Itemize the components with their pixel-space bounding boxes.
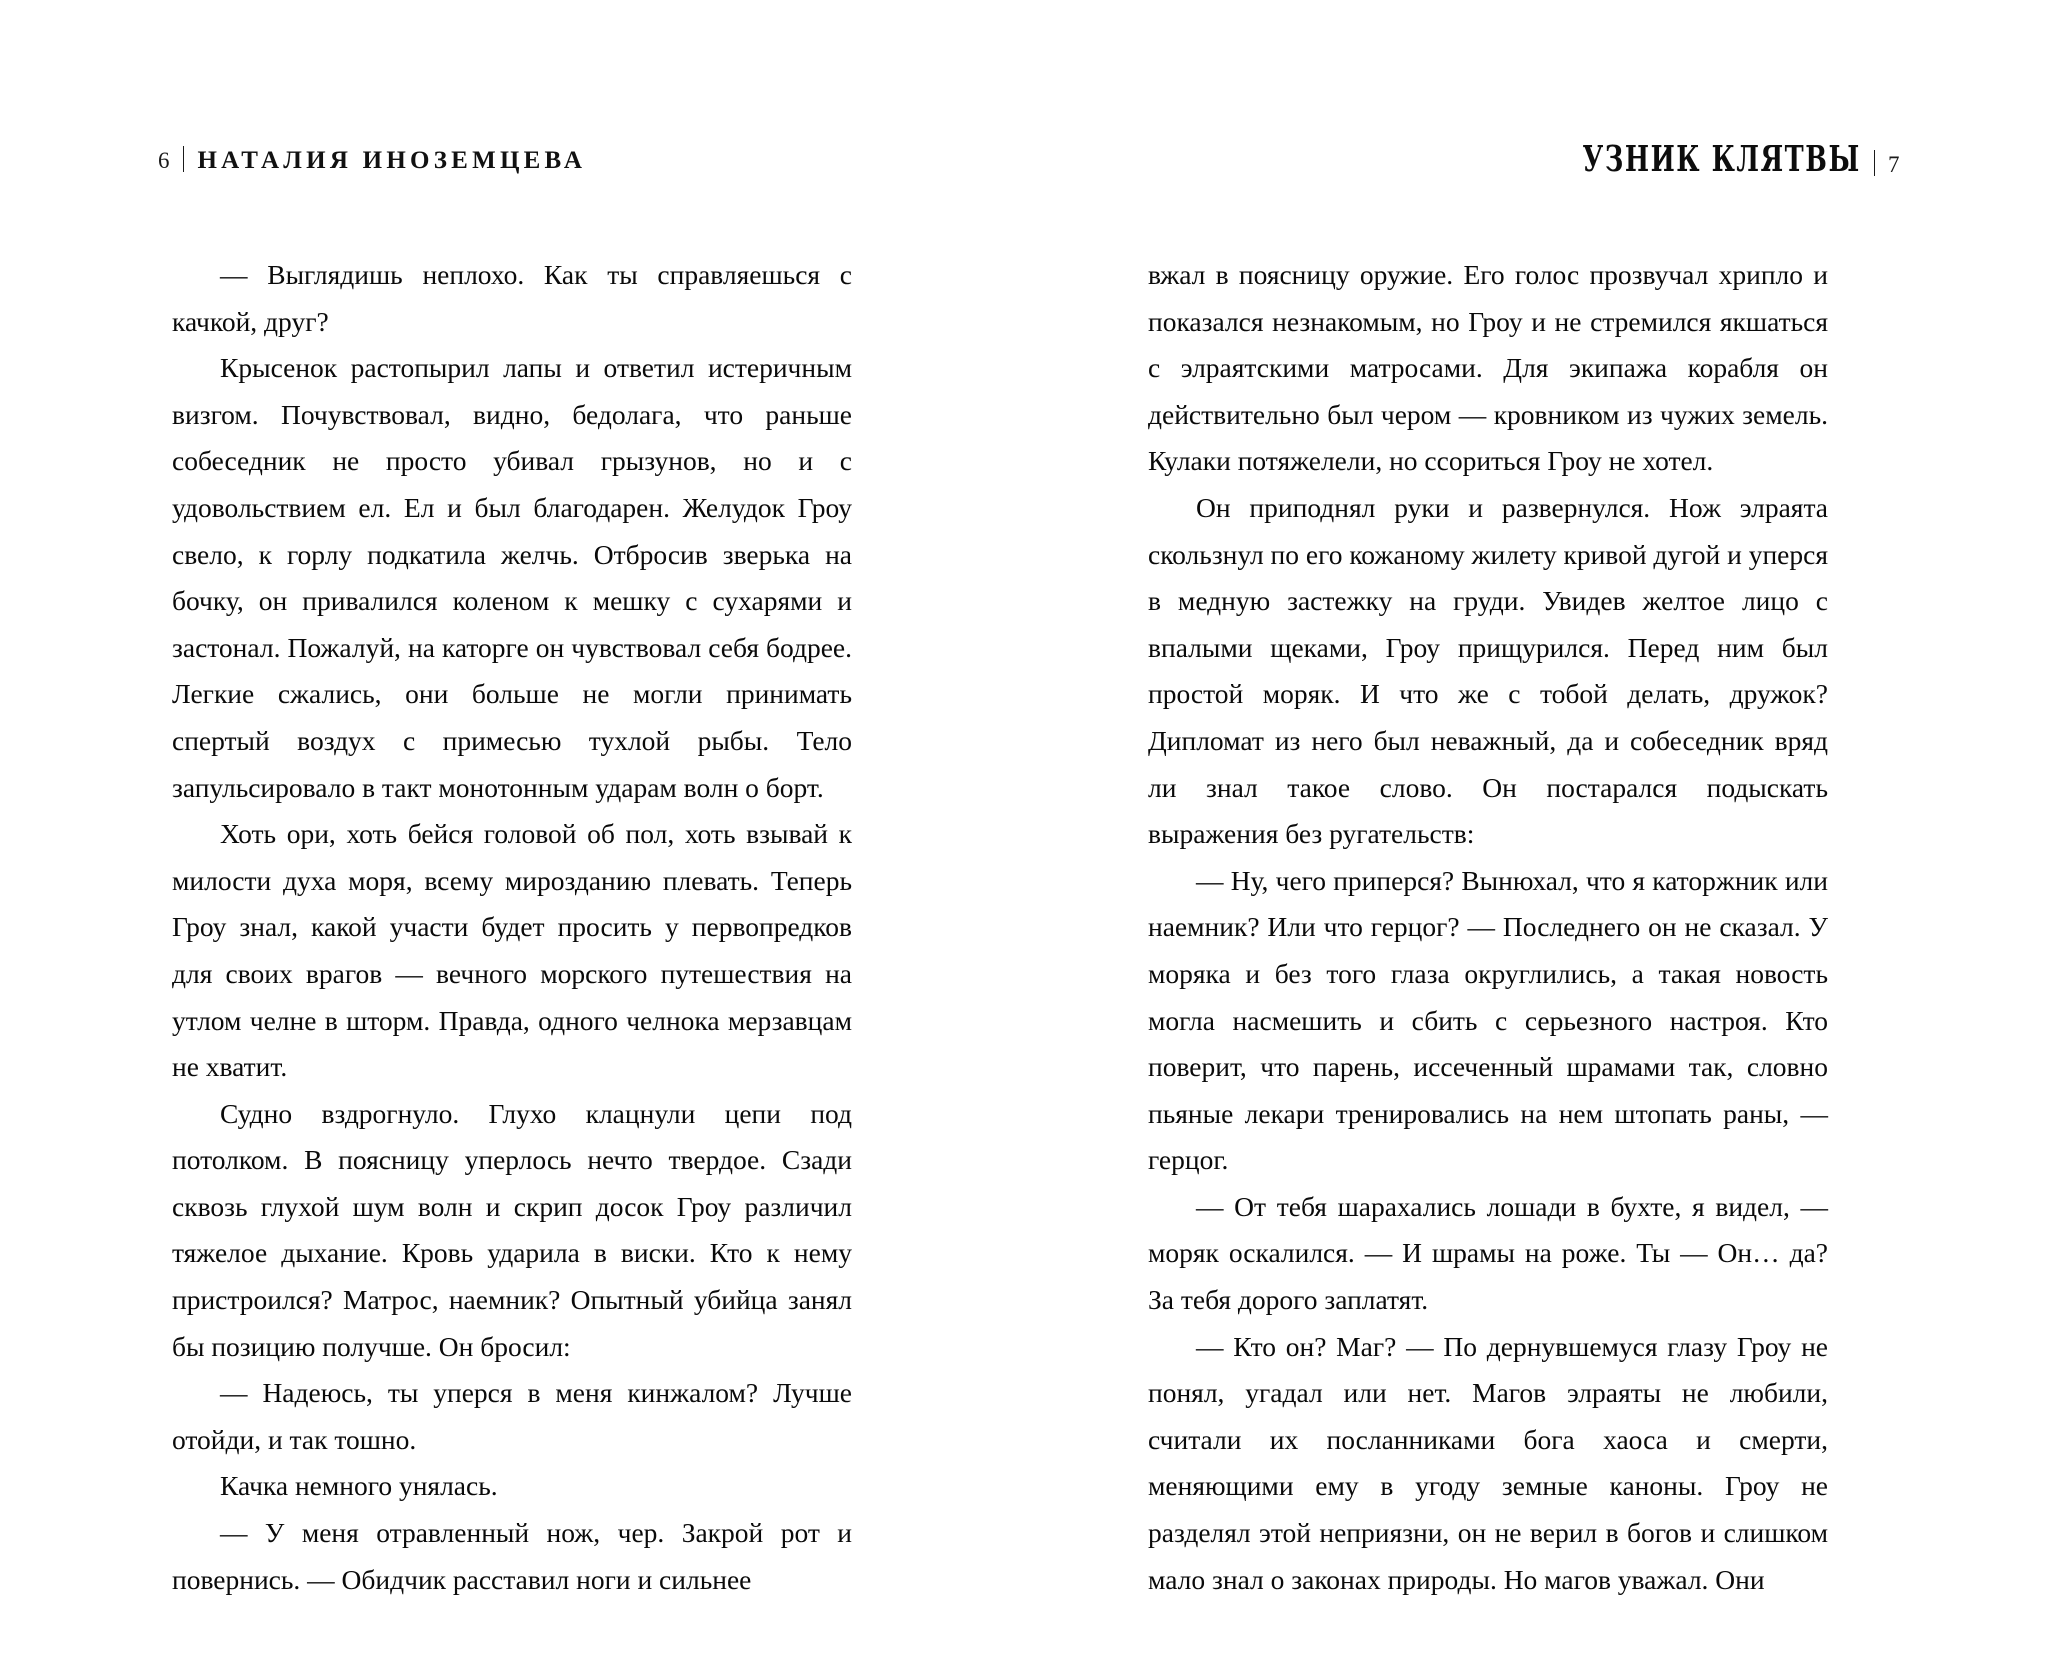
- running-head-right: [1513, 137, 1900, 180]
- folio-left: 6: [158, 148, 170, 173]
- paragraph: Хоть ори, хоть бейся головой об пол, хоть взывай к милости духа моря, всему мирозданию плевать. Теперь Гроу знал, какой участи будет просить у первопредков для своих врагов — вечного морского путешествия на утлом челне в шторм. Правда, одного челнока мерзавцам не хватит.: [172, 818, 852, 1083]
- paragraph: вжал в поясницу оружие. Его голос прозвучал хрипло и показался незнакомым, но Гроу и не стремился якшаться с элраятскими матросами. Для экипажа корабля он действительно был чером — кровником из чужих земель. Кулаки потяжелели, но ссориться Гроу не хотел.: [1148, 259, 1828, 477]
- paragraph: — Надеюсь, ты уперся в меня кинжалом? Лучше отойди, и так тошно.: [172, 1377, 852, 1455]
- paragraph: — Ну, чего приперся? Вынюхал, что я каторжник или наемник? Или что герцог? — Последнего он не сказал. У моряка и без того глаза округлились, а такая новость могла насмешить и сбить с серьезного настроя. Кто поверит, что парень, иссеченный шрамами так, словно пьяные лекари тренировались на нем штопать раны, — герцог.: [1148, 864, 1828, 1176]
- book-title: УЗНИК КЛЯТВЫ: [1582, 137, 1861, 180]
- body-text-left-page: [172, 252, 852, 1603]
- paragraph: — От тебя шарахались лошади в бухте, я видел, — моряк оскалился. — И шрамы на роже. Ты — Он… да? За тебя дорого заплатят.: [1148, 1190, 1828, 1316]
- head-rule-right-icon: [1874, 150, 1876, 176]
- paragraph: — Выглядишь неплохо. Как ты справляешься с качкой, друг?: [172, 259, 852, 337]
- folio-right: 7: [1888, 152, 1900, 177]
- body-text-right-page: [1148, 252, 1828, 1603]
- paragraph: Крысенок растопырил лапы и ответил истеричным визгом. Почувствовал, видно, бедолага, что раньше собеседник не просто убивал грызунов, но и с удовольствием ел. Ел и был благодарен. Желудок Гроу свело, к горлу подкатила желчь. Отбросив зверька на бочку, он привалился коленом к мешку с сухарями и застонал. Пожалуй, на каторге он чувствовал себя бодрее. Легкие сжались, они больше не могли принимать спертый воздух с примесью тухлой рыбы. Тело запульсировало в такт монотонным ударам волн о борт.: [172, 352, 852, 803]
- head-rule-left-icon: [183, 146, 185, 172]
- paragraph: — Кто он? Маг? — По дернувшемуся глазу Гроу не понял, угадал или нет. Магов элраяты не любили, считали их посланниками бога хаоса и смерти, меняющими ему в угоду земные каноны. Гроу не разделял этой неприязни, он не верил в богов и слишком мало знал о законах природы. Но магов уважал. Они: [1148, 1330, 1828, 1595]
- paragraph: Он приподнял руки и развернулся. Нож элраята скользнул по его кожаному жилету кривой дугой и уперся в медную застежку на груди. Увидев желтое лицо с впалыми щеками, Гроу прищурился. Перед ним был простой моряк. И что же с тобой делать, дружок? Дипломат из него был неважный, да и собеседник вряд ли знал такое слово. Он постарался подыскать выражения без ругательств:: [1148, 491, 1828, 850]
- paragraph: — У меня отравленный нож, чер. Закрой рот и повернись. — Обидчик расставил ноги и сильнее: [172, 1517, 852, 1595]
- running-head-left: [158, 142, 586, 175]
- paragraph: Судно вздрогнуло. Глухо клацнули цепи под потолком. В поясницу уперлось нечто твердое. Сзади сквозь глухой шум волн и скрип досок Гроу различил тяжелое дыхание. Кровь ударила в виски. Кто к нему пристроился? Матрос, наемник? Опытный убийца занял бы позицию получше. Он бросил:: [172, 1097, 852, 1362]
- author-name: НАТАЛИЯ ИНОЗЕМЦЕВА: [197, 147, 587, 174]
- paragraph: Качка немного унялась.: [220, 1470, 498, 1502]
